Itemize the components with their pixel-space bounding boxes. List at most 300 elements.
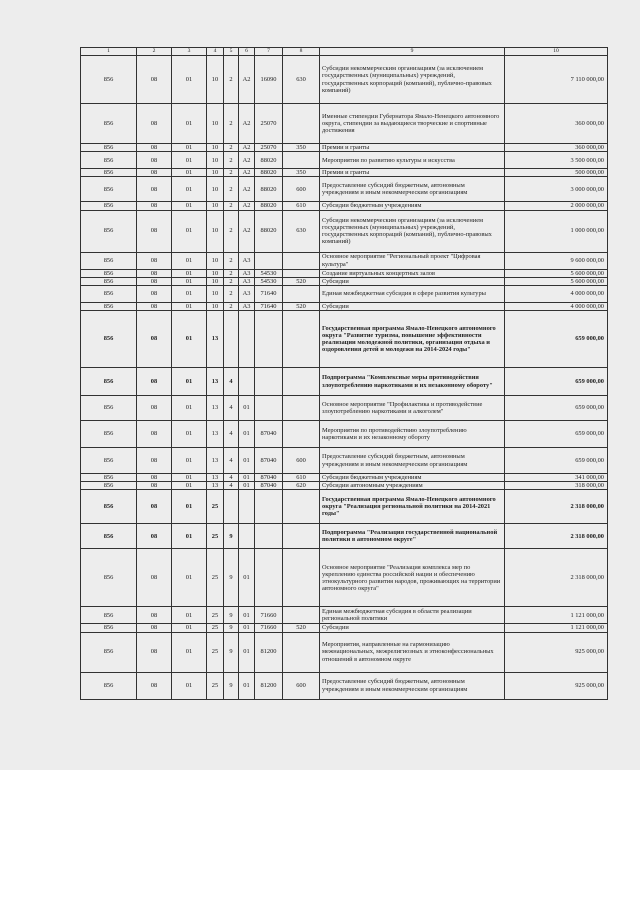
col-subprogram: 2 (224, 56, 239, 104)
col-amount: 925 000,00 (505, 632, 608, 672)
col-direction (255, 396, 283, 421)
col-amount: 1 000 000,00 (505, 210, 608, 252)
col-admin: 856 (81, 549, 137, 607)
col-event (239, 368, 255, 396)
col-expense-type: 630 (283, 210, 320, 252)
col-expense-type (283, 152, 320, 169)
col-subprogram: 2 (224, 104, 239, 144)
col-amount: 9 600 000,00 (505, 252, 608, 269)
col-name: Субсидии бюджетным учреждениям (320, 202, 505, 210)
col-admin: 856 (81, 269, 137, 277)
col-admin: 856 (81, 311, 137, 368)
col-amount: 2 318 000,00 (505, 524, 608, 549)
col-subprogram: 9 (224, 672, 239, 699)
col-expense-type (283, 252, 320, 269)
col-name: Основное мероприятие "Региональный проект "Цифровая культура" (320, 252, 505, 269)
col-amount: 659 000,00 (505, 368, 608, 396)
col-direction (255, 311, 283, 368)
col-name: Государственная программа Ямало-Ненецкого автономного округа "Реализация региональной политики на 2014-2021 годы" (320, 490, 505, 524)
col-subsection: 01 (172, 104, 207, 144)
col-amount: 5 600 000,00 (505, 269, 608, 277)
col-section: 08 (137, 448, 172, 474)
col-admin: 856 (81, 144, 137, 152)
col-program: 10 (207, 269, 224, 277)
col-name: Субсидии (320, 302, 505, 310)
col-name: Создание виртуальных концертных залов (320, 269, 505, 277)
col-amount: 2 318 000,00 (505, 490, 608, 524)
col-admin: 856 (81, 169, 137, 177)
col-event: 01 (239, 482, 255, 490)
col-section: 08 (137, 421, 172, 448)
col-admin: 856 (81, 474, 137, 482)
col-event: A2 (239, 210, 255, 252)
col-program: 25 (207, 632, 224, 672)
col-expense-type: 600 (283, 177, 320, 202)
header-cell-3: 3 (172, 48, 207, 56)
col-direction: 87040 (255, 482, 283, 490)
col-amount: 360 000,00 (505, 144, 608, 152)
col-expense-type (283, 607, 320, 624)
col-program: 10 (207, 202, 224, 210)
col-event: 01 (239, 448, 255, 474)
col-subsection: 01 (172, 607, 207, 624)
table-row (81, 524, 608, 549)
col-event: A3 (239, 252, 255, 269)
col-section: 08 (137, 632, 172, 672)
col-section: 08 (137, 152, 172, 169)
col-direction: 54530 (255, 277, 283, 285)
col-section: 08 (137, 482, 172, 490)
col-event: 01 (239, 607, 255, 624)
col-direction (255, 368, 283, 396)
col-section: 08 (137, 311, 172, 368)
col-subsection: 01 (172, 549, 207, 607)
col-admin: 856 (81, 285, 137, 302)
col-subsection: 01 (172, 252, 207, 269)
col-direction: 71660 (255, 607, 283, 624)
header-cell-4: 4 (207, 48, 224, 56)
table-row (81, 269, 608, 277)
col-subsection: 01 (172, 448, 207, 474)
col-expense-type (283, 368, 320, 396)
col-admin: 856 (81, 104, 137, 144)
col-direction: 54530 (255, 269, 283, 277)
table-row (81, 672, 608, 699)
table-row (81, 482, 608, 490)
col-direction: 88020 (255, 210, 283, 252)
col-name: Предоставление субсидий бюджетным, автономным учреждениям и иным некоммерческим организациям (320, 448, 505, 474)
col-subprogram (224, 490, 239, 524)
header-cell-9: 9 (320, 48, 505, 56)
col-admin: 856 (81, 448, 137, 474)
col-expense-type (283, 285, 320, 302)
col-amount: 659 000,00 (505, 421, 608, 448)
col-program: 25 (207, 490, 224, 524)
table-row (81, 210, 608, 252)
table-row (81, 169, 608, 177)
col-direction: 88020 (255, 177, 283, 202)
col-direction: 88020 (255, 152, 283, 169)
col-section: 08 (137, 252, 172, 269)
col-subsection: 01 (172, 490, 207, 524)
col-expense-type: 600 (283, 448, 320, 474)
col-event: A2 (239, 202, 255, 210)
col-amount: 5 600 000,00 (505, 277, 608, 285)
col-subsection: 01 (172, 368, 207, 396)
col-event: A3 (239, 269, 255, 277)
col-expense-type (283, 524, 320, 549)
table-row (81, 624, 608, 632)
col-admin: 856 (81, 482, 137, 490)
table-row (81, 549, 608, 607)
col-amount: 360 000,00 (505, 104, 608, 144)
col-expense-type (283, 269, 320, 277)
col-event: A2 (239, 56, 255, 104)
table-row (81, 277, 608, 285)
col-admin: 856 (81, 607, 137, 624)
col-subprogram: 4 (224, 368, 239, 396)
col-expense-type: 610 (283, 474, 320, 482)
col-direction (255, 549, 283, 607)
col-admin: 856 (81, 56, 137, 104)
col-program: 25 (207, 672, 224, 699)
col-amount: 4 000 000,00 (505, 285, 608, 302)
col-subprogram: 2 (224, 252, 239, 269)
header-cell-1: 1 (81, 48, 137, 56)
col-program: 10 (207, 144, 224, 152)
col-subprogram: 9 (224, 624, 239, 632)
col-expense-type: 610 (283, 202, 320, 210)
col-program: 13 (207, 368, 224, 396)
col-expense-type (283, 396, 320, 421)
col-subsection: 01 (172, 302, 207, 310)
col-expense-type: 520 (283, 302, 320, 310)
col-expense-type (283, 311, 320, 368)
col-name: Премии и гранты (320, 169, 505, 177)
col-name: Мероприятия по развитию культуры и искусства (320, 152, 505, 169)
col-subsection: 01 (172, 56, 207, 104)
col-name: Основное мероприятие "Профилактика и противодействие злоупотреблению наркотиками и алкоголем" (320, 396, 505, 421)
header-cell-8: 8 (283, 48, 320, 56)
col-direction: 16090 (255, 56, 283, 104)
col-event: 01 (239, 624, 255, 632)
col-event: A3 (239, 277, 255, 285)
col-direction (255, 490, 283, 524)
col-program: 10 (207, 277, 224, 285)
col-subprogram: 4 (224, 396, 239, 421)
table-row (81, 144, 608, 152)
col-section: 08 (137, 302, 172, 310)
col-expense-type: 350 (283, 169, 320, 177)
col-program: 25 (207, 549, 224, 607)
col-subsection: 01 (172, 632, 207, 672)
col-subprogram: 2 (224, 210, 239, 252)
col-subprogram: 2 (224, 285, 239, 302)
col-section: 08 (137, 277, 172, 285)
col-section: 08 (137, 672, 172, 699)
col-admin: 856 (81, 202, 137, 210)
table-row (81, 490, 608, 524)
col-program: 13 (207, 396, 224, 421)
col-section: 08 (137, 177, 172, 202)
col-subprogram: 2 (224, 169, 239, 177)
col-name: Предоставление субсидий бюджетным, автономным учреждениям и иным некоммерческим организациям (320, 672, 505, 699)
col-amount: 925 000,00 (505, 672, 608, 699)
header-cell-2: 2 (137, 48, 172, 56)
table-row (81, 421, 608, 448)
table-row (81, 104, 608, 144)
table-row (81, 448, 608, 474)
col-amount: 3 000 000,00 (505, 177, 608, 202)
table-row (81, 202, 608, 210)
col-subprogram: 2 (224, 144, 239, 152)
col-name: Государственная программа Ямало-Ненецкого автономного округа "Развитие туризма, повышение эффективности реализации молодежной политики, организация отдыха и оздоровления детей и молодежи на 2014-2024 годы" (320, 311, 505, 368)
col-admin: 856 (81, 632, 137, 672)
col-section: 08 (137, 210, 172, 252)
col-direction (255, 252, 283, 269)
col-expense-type (283, 490, 320, 524)
col-event: 01 (239, 632, 255, 672)
col-subprogram: 2 (224, 152, 239, 169)
col-section: 08 (137, 144, 172, 152)
col-name: Мероприятия, направленные на гармонизацию межнациональных, межрелигиозных и этноконфессиональных отношений в автономном округе (320, 632, 505, 672)
col-direction: 81200 (255, 632, 283, 672)
col-event (239, 524, 255, 549)
table-row (81, 368, 608, 396)
table-row (81, 632, 608, 672)
col-subsection: 01 (172, 144, 207, 152)
col-subprogram: 2 (224, 277, 239, 285)
col-program: 25 (207, 524, 224, 549)
table-row (81, 56, 608, 104)
col-subprogram: 2 (224, 202, 239, 210)
col-admin: 856 (81, 368, 137, 396)
col-name: Субсидии (320, 277, 505, 285)
col-program: 13 (207, 448, 224, 474)
col-direction: 81200 (255, 672, 283, 699)
col-program: 13 (207, 474, 224, 482)
table-row (81, 152, 608, 169)
col-section: 08 (137, 474, 172, 482)
col-event: 01 (239, 421, 255, 448)
col-program: 10 (207, 302, 224, 310)
col-name: Подпрограмма "Реализация государственной национальной политики в автономном округе" (320, 524, 505, 549)
col-amount: 2 318 000,00 (505, 549, 608, 607)
col-amount: 341 000,00 (505, 474, 608, 482)
col-event: 01 (239, 549, 255, 607)
col-section: 08 (137, 368, 172, 396)
col-name: Субсидии бюджетным учреждениям (320, 474, 505, 482)
budget-table (80, 47, 608, 700)
col-admin: 856 (81, 277, 137, 285)
col-expense-type: 630 (283, 56, 320, 104)
table-row (81, 252, 608, 269)
header-cell-6: 6 (239, 48, 255, 56)
table-row (81, 311, 608, 368)
col-subsection: 01 (172, 524, 207, 549)
col-section: 08 (137, 56, 172, 104)
col-subprogram: 4 (224, 474, 239, 482)
col-subsection: 01 (172, 277, 207, 285)
col-subsection: 01 (172, 285, 207, 302)
col-amount: 1 121 000,00 (505, 624, 608, 632)
col-subprogram: 9 (224, 632, 239, 672)
col-subsection: 01 (172, 202, 207, 210)
col-program: 10 (207, 104, 224, 144)
col-section: 08 (137, 490, 172, 524)
col-subsection: 01 (172, 152, 207, 169)
col-section: 08 (137, 396, 172, 421)
col-subsection: 01 (172, 396, 207, 421)
col-event: A3 (239, 285, 255, 302)
col-expense-type: 620 (283, 482, 320, 490)
col-amount: 318 000,00 (505, 482, 608, 490)
col-amount: 500 000,00 (505, 169, 608, 177)
col-subprogram: 9 (224, 524, 239, 549)
col-event (239, 311, 255, 368)
col-direction: 71640 (255, 302, 283, 310)
col-admin: 856 (81, 210, 137, 252)
col-amount: 7 110 000,00 (505, 56, 608, 104)
col-amount: 2 000 000,00 (505, 202, 608, 210)
col-event: A2 (239, 169, 255, 177)
col-section: 08 (137, 104, 172, 144)
col-expense-type: 520 (283, 277, 320, 285)
col-subsection: 01 (172, 177, 207, 202)
col-subsection: 01 (172, 672, 207, 699)
col-name: Единая межбюджетная субсидия в области реализации региональной политики (320, 607, 505, 624)
col-subprogram: 2 (224, 302, 239, 310)
col-name: Субсидии (320, 624, 505, 632)
col-subprogram: 4 (224, 482, 239, 490)
col-subsection: 01 (172, 624, 207, 632)
col-name: Основное мероприятие "Реализация комплекса мер по укреплению единства российской нации и обеспечению этнокультурного развития народов, проживающих на территории автономного округа" (320, 549, 505, 607)
col-program: 10 (207, 177, 224, 202)
col-name: Премии и гранты (320, 144, 505, 152)
col-expense-type (283, 421, 320, 448)
col-subsection: 01 (172, 210, 207, 252)
col-direction: 88020 (255, 202, 283, 210)
col-expense-type (283, 632, 320, 672)
col-event: A2 (239, 177, 255, 202)
table-row (81, 607, 608, 624)
col-expense-type: 600 (283, 672, 320, 699)
col-event: A2 (239, 144, 255, 152)
col-amount: 659 000,00 (505, 311, 608, 368)
col-amount: 3 500 000,00 (505, 152, 608, 169)
table-row (81, 302, 608, 310)
col-admin: 856 (81, 396, 137, 421)
col-name: Субсидии некоммерческим организациям (за исключением государственных (муниципальных) учреждений, государственных корпораций (компаний), публично-правовых компаний) (320, 56, 505, 104)
col-subsection: 01 (172, 169, 207, 177)
col-direction (255, 524, 283, 549)
col-subprogram: 9 (224, 607, 239, 624)
col-event: 01 (239, 396, 255, 421)
col-event: A2 (239, 104, 255, 144)
col-section: 08 (137, 624, 172, 632)
col-admin: 856 (81, 302, 137, 310)
col-name: Подпрограмма "Комплексные меры противодействия злоупотреблению наркотиками и их незаконному обороту" (320, 368, 505, 396)
col-admin: 856 (81, 177, 137, 202)
col-section: 08 (137, 202, 172, 210)
header-cell-5: 5 (224, 48, 239, 56)
col-admin: 856 (81, 152, 137, 169)
col-program: 25 (207, 607, 224, 624)
col-section: 08 (137, 269, 172, 277)
col-program: 10 (207, 152, 224, 169)
col-event: A2 (239, 152, 255, 169)
col-subprogram (224, 311, 239, 368)
table-row (81, 177, 608, 202)
col-admin: 856 (81, 524, 137, 549)
col-admin: 856 (81, 421, 137, 448)
col-expense-type (283, 104, 320, 144)
col-expense-type (283, 549, 320, 607)
col-amount: 4 000 000,00 (505, 302, 608, 310)
col-expense-type: 520 (283, 624, 320, 632)
col-program: 13 (207, 482, 224, 490)
col-amount: 1 121 000,00 (505, 607, 608, 624)
table-header-row (81, 48, 608, 56)
table-row (81, 396, 608, 421)
col-program: 25 (207, 624, 224, 632)
col-subprogram: 4 (224, 421, 239, 448)
col-program: 10 (207, 169, 224, 177)
col-section: 08 (137, 607, 172, 624)
col-amount: 659 000,00 (505, 396, 608, 421)
col-section: 08 (137, 549, 172, 607)
col-direction: 25070 (255, 144, 283, 152)
col-name: Единая межбюджетная субсидия в сфере развития культуры (320, 285, 505, 302)
col-direction: 71640 (255, 285, 283, 302)
col-program: 10 (207, 56, 224, 104)
col-amount: 659 000,00 (505, 448, 608, 474)
col-program: 10 (207, 210, 224, 252)
col-subprogram: 9 (224, 549, 239, 607)
col-program: 10 (207, 252, 224, 269)
col-admin: 856 (81, 252, 137, 269)
col-section: 08 (137, 169, 172, 177)
col-direction: 87040 (255, 421, 283, 448)
col-subprogram: 2 (224, 177, 239, 202)
col-expense-type: 350 (283, 144, 320, 152)
col-direction: 88020 (255, 169, 283, 177)
col-section: 08 (137, 285, 172, 302)
col-subprogram: 2 (224, 269, 239, 277)
col-event (239, 490, 255, 524)
col-direction: 25070 (255, 104, 283, 144)
col-direction: 87040 (255, 474, 283, 482)
col-admin: 856 (81, 624, 137, 632)
col-name: Субсидии автономным учреждениям (320, 482, 505, 490)
col-section: 08 (137, 524, 172, 549)
col-event: 01 (239, 474, 255, 482)
col-admin: 856 (81, 490, 137, 524)
col-subsection: 01 (172, 474, 207, 482)
table-row (81, 285, 608, 302)
col-subprogram: 4 (224, 448, 239, 474)
col-subsection: 01 (172, 421, 207, 448)
col-program: 10 (207, 285, 224, 302)
col-event: 01 (239, 672, 255, 699)
col-subsection: 01 (172, 482, 207, 490)
col-name: Именные стипендии Губернатора Ямало-Ненецкого автономного округа, стипендии за выдающиеся творческие и спортивные достижения (320, 104, 505, 144)
col-subsection: 01 (172, 311, 207, 368)
col-subsection: 01 (172, 269, 207, 277)
col-direction: 87040 (255, 448, 283, 474)
col-name: Мероприятия по противодействию злоупотреблению наркотиками и их незаконному обороту (320, 421, 505, 448)
header-cell-7: 7 (255, 48, 283, 56)
